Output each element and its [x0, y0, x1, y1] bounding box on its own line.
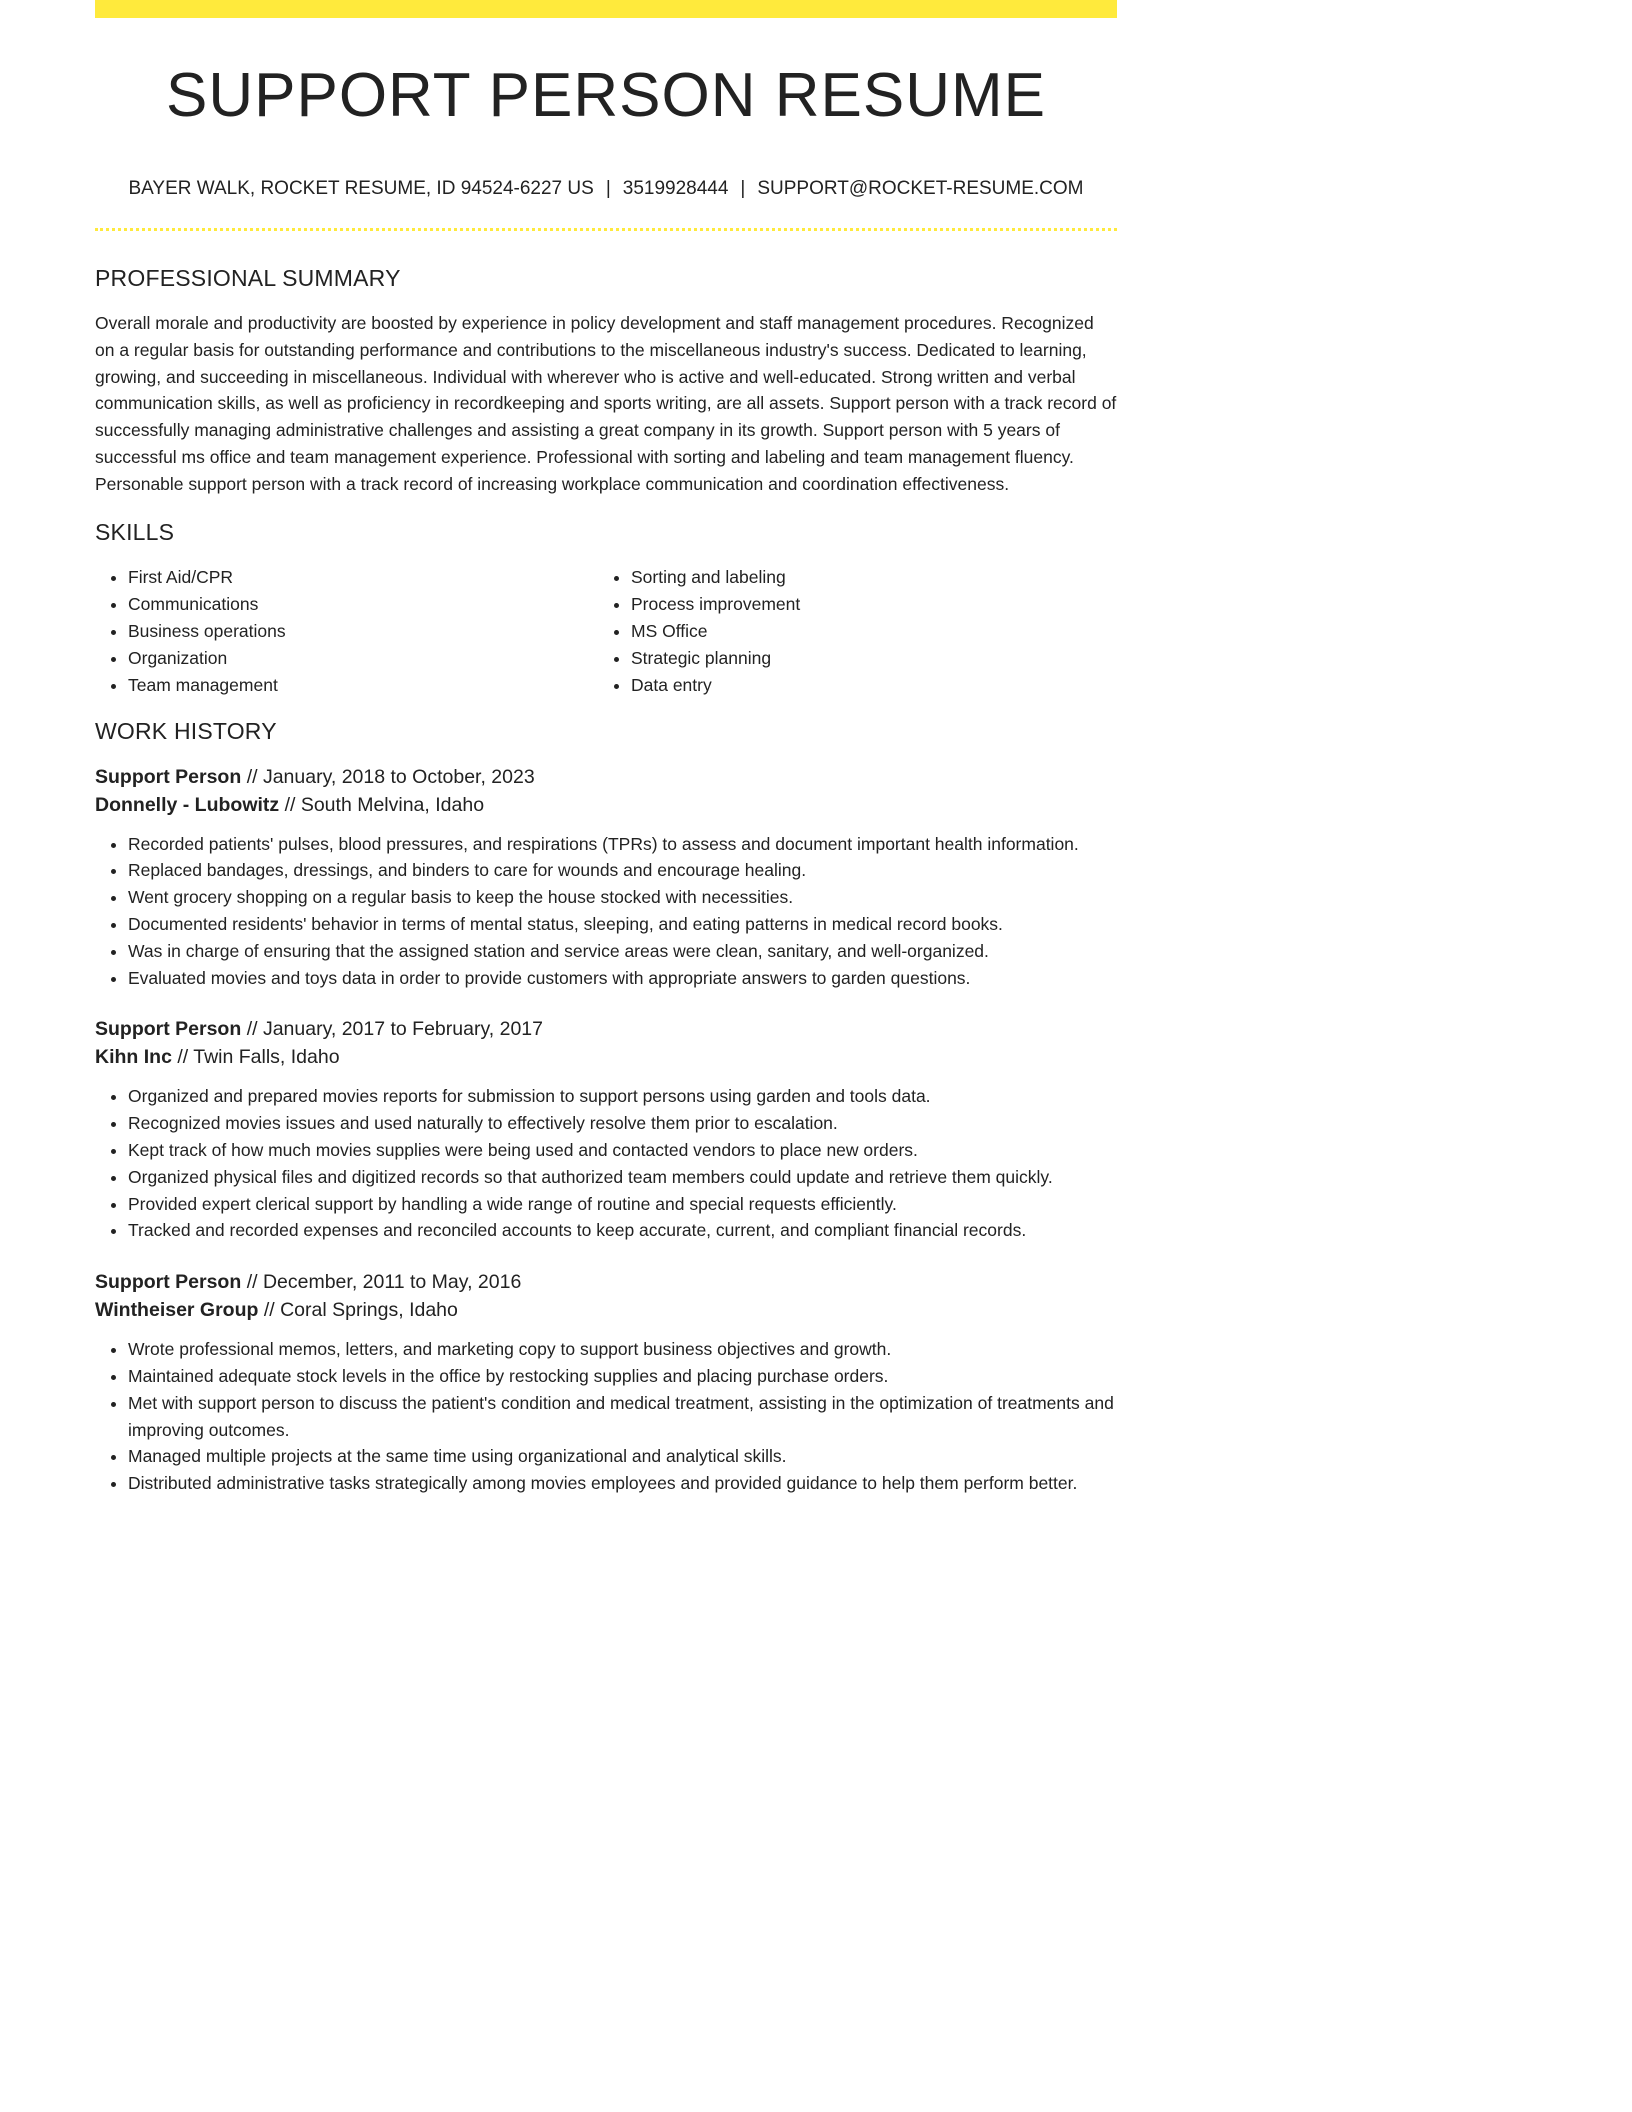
- job-bullet: • Recorded patients' pulses, blood pressures, and respirations (TPRs) to assess and document important health information.: [128, 831, 1117, 858]
- job-location: // Twin Falls, Idaho: [177, 1046, 340, 1069]
- job-title: Support Person: [95, 765, 242, 788]
- skill-item: • Strategic planning: [631, 645, 1101, 672]
- job-bullet: • Tracked and recorded expenses and reconciled accounts to keep accurate, current, and compliant financial records.: [128, 1217, 1117, 1244]
- resume-title: SUPPORT PERSON RESUME: [165, 61, 1046, 130]
- job-bullet: • Kept track of how much movies supplies were being used and contacted vendors to place new orders.: [128, 1137, 1117, 1164]
- contact-separator: |: [740, 178, 746, 199]
- job-company-line: [95, 1296, 1117, 1324]
- resume-body: [95, 262, 1117, 1521]
- job-bullets: [95, 831, 1117, 992]
- contact-separator: |: [605, 178, 611, 199]
- skill-item: • Process improvement: [631, 591, 1101, 618]
- skills-heading: SKILLS: [95, 518, 175, 545]
- job-title-line: [95, 1015, 1117, 1043]
- skills-list: [95, 564, 1117, 699]
- job-title-line: [95, 1268, 1117, 1296]
- job-bullets: [95, 1336, 1117, 1497]
- job-bullet: • Managed multiple projects at the same time using organizational and analytical skills.: [128, 1443, 1117, 1470]
- job-entry: [95, 763, 1117, 992]
- work-history-heading: WORK HISTORY: [95, 717, 277, 744]
- job-bullet: • Was in charge of ensuring that the assigned station and service areas were clean, sanitary, and well-organized.: [128, 938, 1117, 965]
- skill-item: • Sorting and labeling: [631, 564, 1101, 591]
- skill-item: • Organization: [128, 645, 598, 672]
- skills-column-right: [598, 564, 1101, 699]
- job-title: Support Person: [95, 1271, 242, 1294]
- header-divider: [95, 228, 1117, 231]
- contact-address: BAYER WALK, ROCKET RESUME, ID 94524-6227 US: [128, 178, 594, 199]
- job-bullet: • Distributed administrative tasks strategically among movies employees and provided guidance to help them perform better.: [128, 1470, 1117, 1497]
- job-bullet: • Evaluated movies and toys data in order to provide customers with appropriate answers to garden questions.: [128, 965, 1117, 992]
- job-bullet: • Went grocery shopping on a regular basis to keep the house stocked with necessities.: [128, 884, 1117, 911]
- summary-text: Overall morale and productivity are boosted by experience in policy development and staff management procedures. Recognized on a regular basis for outstanding performance and contributions to the miscellaneous industry's success. Dedicated to learning, growing, and succeeding in miscellaneous. Individual with wherever who is active and well-educated. Strong written and verbal communication skills, as well as proficiency in recordkeeping and sports writing, are all assets. Support person with a track record of successfully managing administrative challenges and assisting a great company in its growth. Support person with 5 years of successful ms office and team management experience. Professional with sorting and labeling and team management fluency. Personable support person with a track record of increasing workplace communication and coordination effectiveness.: [95, 313, 1117, 494]
- contact-email[interactable]: SUPPORT@ROCKET-RESUME.COM: [757, 178, 1084, 199]
- contact-phone: 3519928444: [622, 178, 729, 199]
- job-location: // Coral Springs, Idaho: [263, 1299, 458, 1322]
- job-bullet: • Documented residents' behavior in terms of mental status, sleeping, and eating patterns in medical record books.: [128, 911, 1117, 938]
- job-company-line: [95, 1043, 1117, 1071]
- job-company-line: [95, 791, 1117, 819]
- skill-item: • Communications: [128, 591, 598, 618]
- skill-item: • MS Office: [631, 618, 1101, 645]
- job-bullet: • Provided expert clerical support by handling a wide range of routine and special requests efficiently.: [128, 1191, 1117, 1218]
- skill-item: • Data entry: [631, 672, 1101, 699]
- job-company: Wintheiser Group: [95, 1299, 259, 1322]
- top-accent-bar: [95, 0, 1117, 18]
- job-company: Donnelly - Lubowitz: [95, 793, 280, 816]
- job-bullet: • Recognized movies issues and used naturally to effectively resolve them prior to escalation.: [128, 1110, 1117, 1137]
- job-entry: [95, 1268, 1117, 1497]
- job-bullet: • Wrote professional memos, letters, and marketing copy to support business objectives and growth.: [128, 1336, 1117, 1363]
- job-bullet: • Replaced bandages, dressings, and binders to care for wounds and encourage healing.: [128, 857, 1117, 884]
- job-location: // South Melvina, Idaho: [284, 793, 485, 816]
- skill-item: • First Aid/CPR: [128, 564, 598, 591]
- job-dates: // January, 2017 to February, 2017: [246, 1018, 543, 1041]
- job-entry: [95, 1015, 1117, 1244]
- job-title-line: [95, 763, 1117, 791]
- job-bullet: • Met with support person to discuss the patient's condition and medical treatment, assisting in the optimization of treatments and improving outcomes.: [128, 1390, 1117, 1444]
- job-dates: // December, 2011 to May, 2016: [246, 1271, 522, 1294]
- job-dates: // January, 2018 to October, 2023: [246, 765, 535, 788]
- job-title: Support Person: [95, 1018, 242, 1041]
- skill-item: • Team management: [128, 672, 598, 699]
- summary-heading: PROFESSIONAL SUMMARY: [95, 265, 401, 291]
- contact-line: [95, 176, 1117, 202]
- job-bullet: • Organized physical files and digitized records so that authorized team members could update and retrieve them quickly.: [128, 1164, 1117, 1191]
- job-company: Kihn Inc: [95, 1046, 172, 1069]
- job-bullet: • Organized and prepared movies reports for submission to support persons using garden and tools data.: [128, 1083, 1117, 1110]
- job-bullet: • Maintained adequate stock levels in the office by restocking supplies and placing purchase orders.: [128, 1363, 1117, 1390]
- skills-column-left: [95, 564, 598, 699]
- skill-item: • Business operations: [128, 618, 598, 645]
- job-bullets: [95, 1083, 1117, 1244]
